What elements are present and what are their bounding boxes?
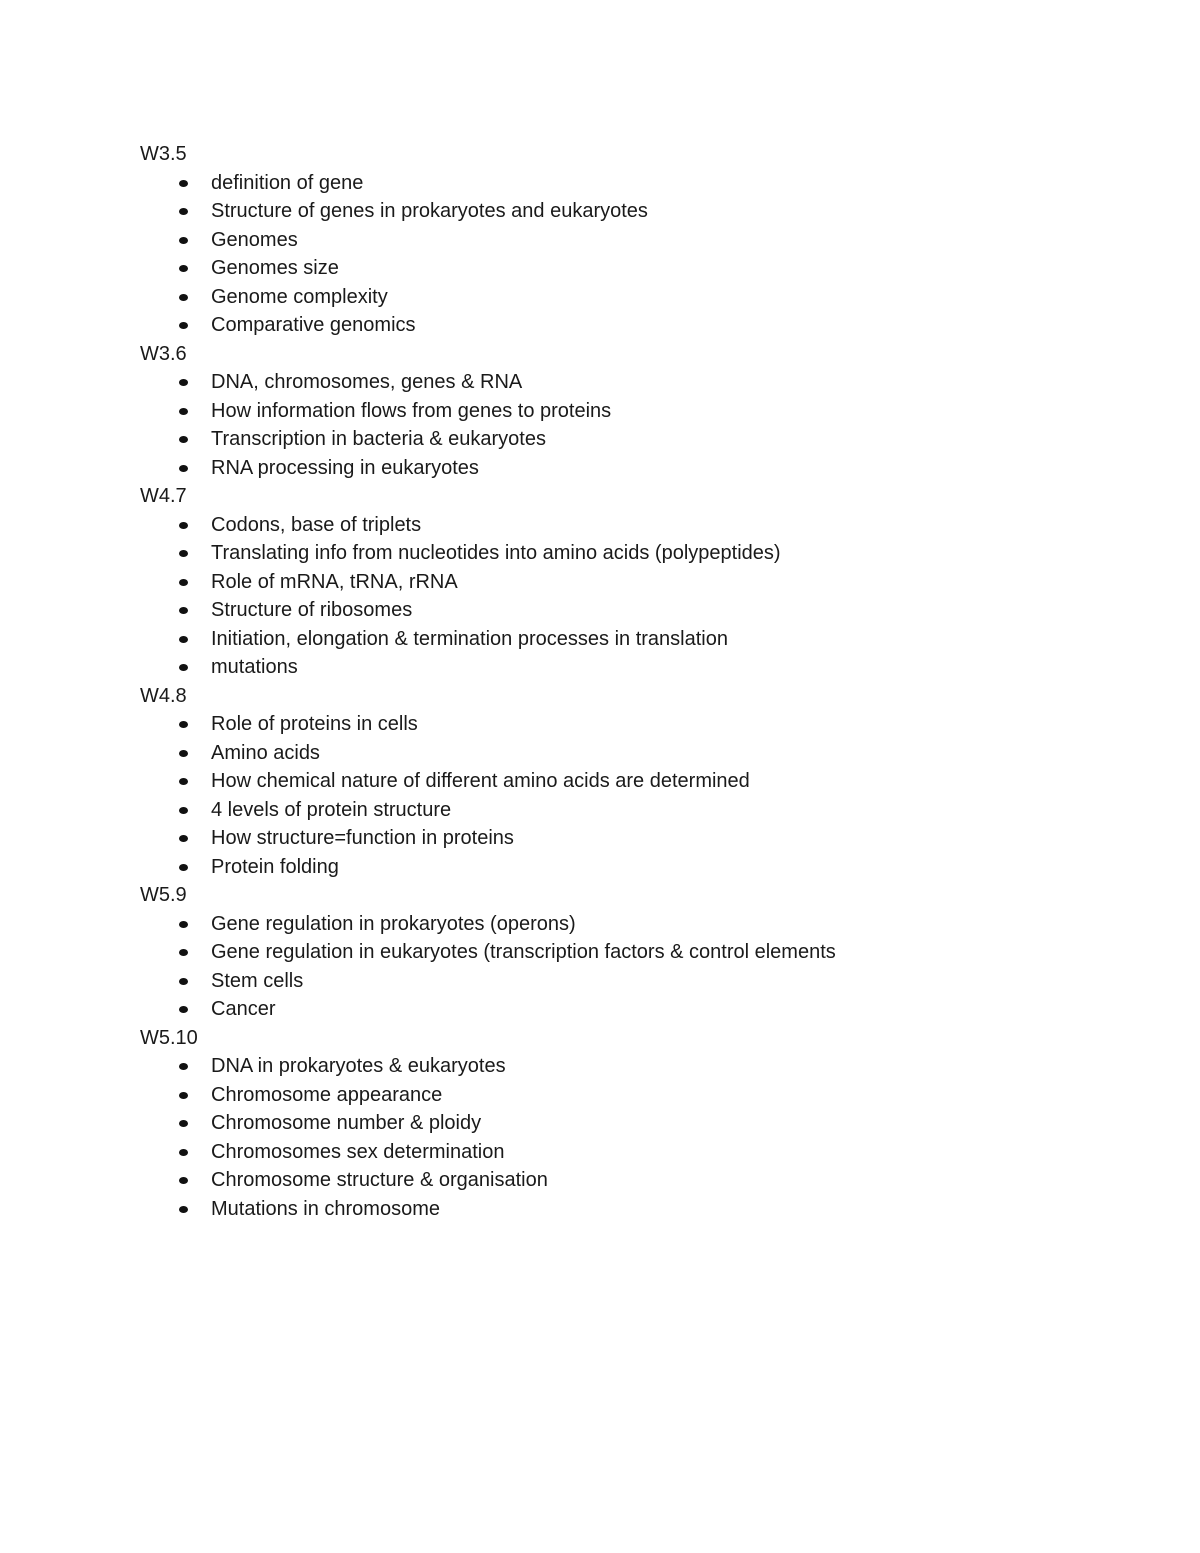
list-item-text: Chromosome structure & organisation [211, 1169, 548, 1191]
list-item-text: mutations [211, 656, 298, 678]
list-item-text: Role of mRNA, tRNA, rRNA [211, 570, 458, 593]
list-item-text: Role of proteins in cells [211, 713, 418, 735]
section-heading: W5.9 [140, 884, 187, 906]
list-item-text: Translating info from nucleotides into amino acids (polypeptides) [211, 542, 781, 564]
list-item-text: Mutations in chromosome [211, 1197, 440, 1220]
list-item [140, 311, 1100, 340]
bullet-icon [179, 664, 188, 671]
topic-outline [140, 140, 1100, 1223]
list-item [140, 283, 1100, 312]
list-item-text: How chemical nature of different amino acids are determined [211, 770, 750, 792]
bullet-icon [179, 408, 188, 415]
list-item [140, 568, 1100, 597]
list-item-text: 4 levels of protein structure [211, 798, 452, 821]
list-item [140, 796, 1100, 825]
section-block [140, 682, 1100, 882]
section-heading: W5.10 [140, 1026, 198, 1049]
list-item [140, 767, 1100, 796]
list-item [140, 425, 1100, 454]
bullet-icon [179, 949, 188, 956]
bullet-icon [179, 208, 188, 215]
list-item-text: DNA in prokaryotes & eukaryotes [211, 1055, 506, 1077]
bullet-icon [179, 436, 188, 443]
bullet-icon [179, 550, 188, 557]
section-heading: W4.7 [140, 485, 187, 507]
list-item [140, 254, 1100, 283]
list-item-text: Codons, base of triplets [211, 513, 422, 536]
list-item [140, 910, 1100, 939]
list-item-text: Protein folding [211, 855, 339, 878]
list-item-text: Comparative genomics [211, 314, 416, 336]
list-item [140, 853, 1100, 882]
list-item-text: How information flows from genes to proteins [211, 399, 612, 422]
bullet-icon [179, 978, 188, 985]
list-item [140, 824, 1100, 853]
list-item-text: RNA processing in eukaryotes [211, 456, 479, 479]
bullet-icon [179, 636, 188, 643]
bullet-icon [179, 721, 188, 728]
topic-list [140, 710, 1100, 881]
list-item-text: Structure of ribosomes [211, 599, 413, 621]
list-item-text: Chromosome appearance [211, 1083, 443, 1106]
bullet-icon [179, 465, 188, 472]
bullet-icon [179, 265, 188, 272]
bullet-icon [179, 1092, 188, 1099]
list-item [140, 596, 1100, 625]
bullet-icon [179, 921, 188, 928]
list-item [140, 1052, 1100, 1081]
section-block [140, 1024, 1100, 1224]
list-item-text: Initiation, elongation & termination processes in translation [211, 627, 728, 650]
list-item-text: Amino acids [211, 741, 320, 764]
section-block [140, 482, 1100, 682]
section-block [140, 340, 1100, 483]
list-item [140, 1138, 1100, 1167]
list-item [140, 938, 1100, 967]
section-heading: W3.6 [140, 342, 187, 365]
bullet-icon [179, 607, 188, 614]
list-item-text: Stem cells [211, 969, 304, 992]
section-heading: W4.8 [140, 684, 187, 707]
list-item [140, 1109, 1100, 1138]
bullet-icon [179, 778, 188, 785]
list-item [140, 710, 1100, 739]
list-item-text: Chromosome number & ploidy [211, 1112, 482, 1134]
bullet-icon [179, 322, 188, 329]
list-item [140, 454, 1100, 483]
topic-list [140, 368, 1100, 482]
bullet-icon [179, 294, 188, 301]
list-item [140, 397, 1100, 426]
list-item-text: Cancer [211, 998, 276, 1020]
list-item-text: Genome complexity [211, 285, 388, 308]
bullet-icon [179, 237, 188, 244]
list-item [140, 739, 1100, 768]
section-heading: W3.5 [140, 143, 187, 165]
list-item [140, 511, 1100, 540]
list-item-text: definition of gene [211, 171, 364, 194]
bullet-icon [179, 1149, 188, 1156]
topic-list [140, 169, 1100, 340]
section-block [140, 881, 1100, 1024]
list-item-text: Structure of genes in prokaryotes and eukaryotes [211, 200, 648, 222]
topic-list [140, 1052, 1100, 1223]
list-item [140, 967, 1100, 996]
bullet-icon [179, 835, 188, 842]
list-item [140, 1081, 1100, 1110]
section-block [140, 140, 1100, 340]
topic-list [140, 910, 1100, 1024]
list-item-text: How structure=function in proteins [211, 827, 514, 849]
bullet-icon [179, 1177, 188, 1184]
list-item [140, 995, 1100, 1024]
bullet-icon [179, 1006, 188, 1013]
bullet-icon [179, 1206, 188, 1213]
list-item [140, 625, 1100, 654]
bullet-icon [179, 180, 188, 187]
list-item-text: Chromosomes sex determination [211, 1140, 505, 1163]
bullet-icon [179, 579, 188, 586]
bullet-icon [179, 750, 188, 757]
list-item [140, 169, 1100, 198]
list-item [140, 368, 1100, 397]
list-item [140, 226, 1100, 255]
bullet-icon [179, 1120, 188, 1127]
list-item [140, 1166, 1100, 1195]
topic-list [140, 511, 1100, 682]
bullet-icon [179, 379, 188, 386]
bullet-icon [179, 1063, 188, 1070]
list-item-text: DNA, chromosomes, genes & RNA [211, 371, 523, 393]
bullet-icon [179, 522, 188, 529]
bullet-icon [179, 807, 188, 814]
list-item-text: Gene regulation in prokaryotes (operons) [211, 912, 576, 935]
list-item-text: Genomes [211, 228, 298, 251]
list-item [140, 539, 1100, 568]
list-item [140, 197, 1100, 226]
list-item [140, 1195, 1100, 1224]
list-item-text: Gene regulation in eukaryotes (transcription factors & control elements [211, 941, 836, 963]
list-item-text: Genomes size [211, 257, 339, 279]
list-item [140, 653, 1100, 682]
list-item-text: Transcription in bacteria & eukaryotes [211, 428, 546, 450]
bullet-icon [179, 864, 188, 871]
